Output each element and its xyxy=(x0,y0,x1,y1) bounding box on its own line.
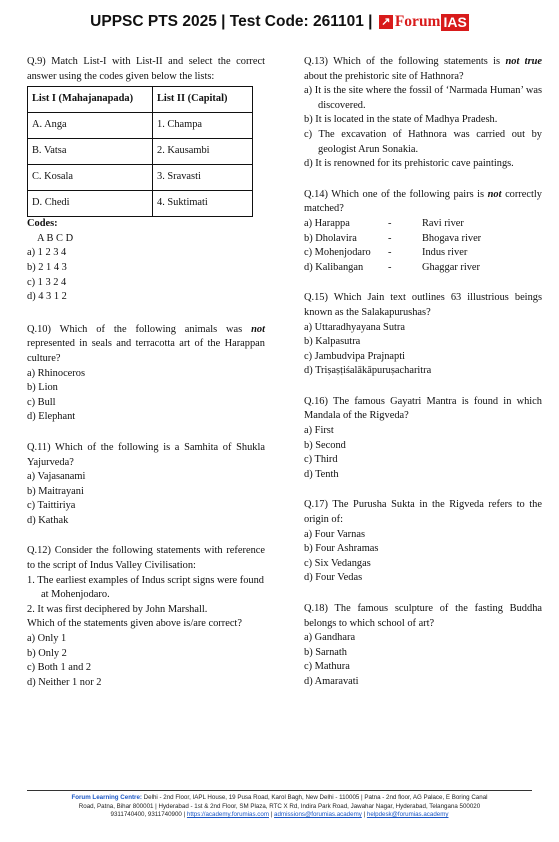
footer-line-2: Road, Patna, Bihar 800001 | Hyderabad - 1st & 2nd Floor, SM Plaza, RTC X Rd, Indira Park Road, Jawahar Nagar, Hyderabad, Telangana 500020 xyxy=(78,802,481,810)
pair-row xyxy=(304,261,542,276)
option: a) Gandhara xyxy=(304,632,356,644)
pair-site: c) Mohenjodaro xyxy=(304,247,371,259)
option: d) Four Vedas xyxy=(304,572,363,584)
table-cell: C. Kosala xyxy=(28,165,153,191)
option: c) Bull xyxy=(27,396,56,408)
question-17-text: Q.17) The Purusha Sukta in the Rigveda refers to the origin of: xyxy=(304,499,542,526)
question-15-text: Q.15) Which Jain text outlines 63 illustrious beings known as the Salakapurushas? xyxy=(304,292,542,318)
option: d) Amaravati xyxy=(304,675,359,687)
table-cell: 2. Kausambi xyxy=(153,139,253,165)
option: a) Four Varnas xyxy=(304,528,365,540)
question-emphasis: not true xyxy=(505,56,543,67)
option: a) First xyxy=(304,425,334,437)
statement: 2. It was first deciphered by John Marshall. xyxy=(27,603,208,615)
pair-site: d) Kalibangan xyxy=(304,261,364,273)
question-18 xyxy=(304,602,542,690)
question-text-part: represented in seals and terracotta art of the Harappan culture? xyxy=(27,338,265,364)
option: c) The excavation of Hathnora was carried out by geologist Arun Sonakia. xyxy=(304,128,542,155)
table-cell: D. Chedi xyxy=(28,191,153,217)
pair-dash: - xyxy=(388,217,392,229)
footer-separator: | xyxy=(268,811,275,819)
question-12 xyxy=(27,544,265,690)
forum-arrow-icon: ↗ xyxy=(379,15,393,29)
option: d) 4 3 1 2 xyxy=(27,291,67,303)
question-text-part: Q.13) Which of the following statements is xyxy=(304,56,506,67)
option: c) Six Vedangas xyxy=(304,557,371,569)
pair-dash: - xyxy=(388,247,392,259)
option: b) Second xyxy=(304,439,346,451)
option: b) Only 2 xyxy=(27,647,67,659)
table-cell: 4. Suktimati xyxy=(153,191,253,217)
codes-head: A B C D xyxy=(37,232,74,244)
question-emphasis: not xyxy=(251,323,265,335)
option: d) Elephant xyxy=(27,411,76,423)
table-row xyxy=(28,191,253,217)
question-10-text xyxy=(27,323,265,367)
option: c) Mathura xyxy=(304,661,350,673)
option: d) Kathak xyxy=(27,514,69,526)
pair-site: b) Dholavira xyxy=(304,232,357,244)
question-emphasis: not xyxy=(487,188,502,200)
page-title: UPPSC PTS 2025 | Test Code: 261101 | xyxy=(90,13,373,31)
option: a) Rhinoceros xyxy=(27,367,85,379)
pair-river: Indus river xyxy=(422,247,468,259)
question-text-part: correctly matched? xyxy=(304,188,542,215)
question-10 xyxy=(27,323,265,425)
question-13-text xyxy=(304,55,542,84)
logo-forum-text: Forum xyxy=(394,13,441,30)
pair-row xyxy=(304,232,542,247)
pair-row xyxy=(304,246,542,261)
option: a) Only 1 xyxy=(27,633,67,645)
question-16 xyxy=(304,395,542,483)
question-text-part: Q.10) Which of the following animals was xyxy=(27,323,252,335)
question-17 xyxy=(304,498,542,586)
question-11-text: Q.11) Which of the following is a Samhita of Shukla Yajurveda? xyxy=(27,441,265,468)
option: a) Uttaradhyayana Sutra xyxy=(304,321,405,333)
option: b) Sarnath xyxy=(304,646,347,658)
question-9-text: Q.9) Match List-I with List-II and select the correct answer using the codes given below the lists: xyxy=(27,56,265,82)
table-row xyxy=(28,165,253,191)
option: b) Lion xyxy=(27,382,58,394)
option: c) Taittiriya xyxy=(27,500,76,512)
helpdesk-email-link[interactable]: helpdesk@forumias.academy xyxy=(366,811,449,819)
question-12-text: Q.12) Consider the following statements with reference to the script of Indus Valley Civilisation: xyxy=(27,545,265,572)
option: d) Triṣaṣṭiśalākāpuruṣacharitra xyxy=(304,365,432,377)
option: d) Tenth xyxy=(304,468,339,480)
pair-site: a) Harappa xyxy=(304,217,350,229)
footer-line-3 xyxy=(27,811,532,820)
question-14 xyxy=(304,188,542,276)
option: a) It is the site where the fossil of ‘Narmada Human’ was discovered. xyxy=(304,85,542,111)
footer-centre-label: Forum Learning Centre: xyxy=(71,794,142,801)
footer-phones: 9311740400, 9311740900 | xyxy=(110,811,187,819)
question-12-ask: Which of the statements given above is/are correct? xyxy=(27,618,242,630)
option: b) It is located in the state of Madhya Pradesh. xyxy=(304,114,498,126)
table-header-list1: List I (Mahajanapada) xyxy=(28,87,153,113)
table-cell: A. Anga xyxy=(28,113,153,139)
question-15 xyxy=(304,291,542,379)
match-table xyxy=(27,86,253,217)
page-header xyxy=(0,12,559,32)
option: b) Kalpasutra xyxy=(304,336,361,348)
pair-dash: - xyxy=(388,232,392,244)
option: c) Jambudvipa Prajnapti xyxy=(304,350,405,362)
option: c) Third xyxy=(304,454,338,466)
academy-link[interactable]: https://academy.forumias.com xyxy=(186,811,269,819)
option: c) Both 1 and 2 xyxy=(27,662,92,674)
table-cell: 1. Champa xyxy=(153,113,253,139)
pair-river: Ghaggar river xyxy=(422,261,480,273)
admissions-email-link[interactable]: admissions@forumias.academy xyxy=(274,811,362,819)
pair-row xyxy=(304,217,542,232)
option: d) It is renowned for its prehistoric cave paintings. xyxy=(304,158,514,170)
option: a) Vajasanami xyxy=(27,471,86,483)
option: d) Neither 1 nor 2 xyxy=(27,676,102,688)
forumias-logo xyxy=(379,12,469,32)
table-cell: 3. Sravasti xyxy=(153,165,253,191)
option: b) 2 1 4 3 xyxy=(27,261,67,273)
table-row xyxy=(28,113,253,139)
footer-divider xyxy=(27,790,532,791)
option: a) 1 2 3 4 xyxy=(27,247,67,259)
pair-river: Ravi river xyxy=(422,217,464,229)
option: c) 1 3 2 4 xyxy=(27,276,67,288)
option: b) Four Ashramas xyxy=(304,543,379,555)
question-text-part: about the prehistoric site of Hathnora? xyxy=(304,70,464,82)
question-13 xyxy=(304,55,542,172)
footer-separator: | xyxy=(361,811,367,819)
option: b) Maitrayani xyxy=(27,485,84,497)
pair-dash: - xyxy=(388,261,392,273)
pair-river: Bhogava river xyxy=(422,232,482,244)
page-footer xyxy=(27,794,532,820)
question-18-text: Q.18) The famous sculpture of the fasting Buddha belongs to which school of art? xyxy=(304,603,542,629)
table-header-list2: List II (Capital) xyxy=(153,87,253,113)
question-9 xyxy=(27,55,265,305)
question-11 xyxy=(27,441,265,529)
footer-line-1 xyxy=(27,794,532,803)
logo-ias-text: IAS xyxy=(443,13,467,30)
left-column xyxy=(27,55,265,690)
question-16-text: Q.16) The famous Gayatri Mantra is found in which Mandala of the Rigveda? xyxy=(304,395,542,422)
codes-label: Codes: xyxy=(27,218,58,230)
table-row xyxy=(28,139,253,165)
statement: 1. The earliest examples of Indus script signs were found at Mohenjodaro. xyxy=(27,574,265,601)
table-header-row xyxy=(28,87,253,113)
question-text-part: Q.14) Which one of the following pairs is xyxy=(304,188,488,200)
right-column xyxy=(304,55,542,690)
footer-address: Delhi - 2nd Floor, IAPL House, 19 Pusa Road, Karol Bagh, New Delhi - 110005 | Patna - 2nd floor, AG Palace, E Boring Canal xyxy=(141,794,488,801)
question-14-text xyxy=(304,188,542,217)
table-cell: B. Vatsa xyxy=(28,139,153,165)
